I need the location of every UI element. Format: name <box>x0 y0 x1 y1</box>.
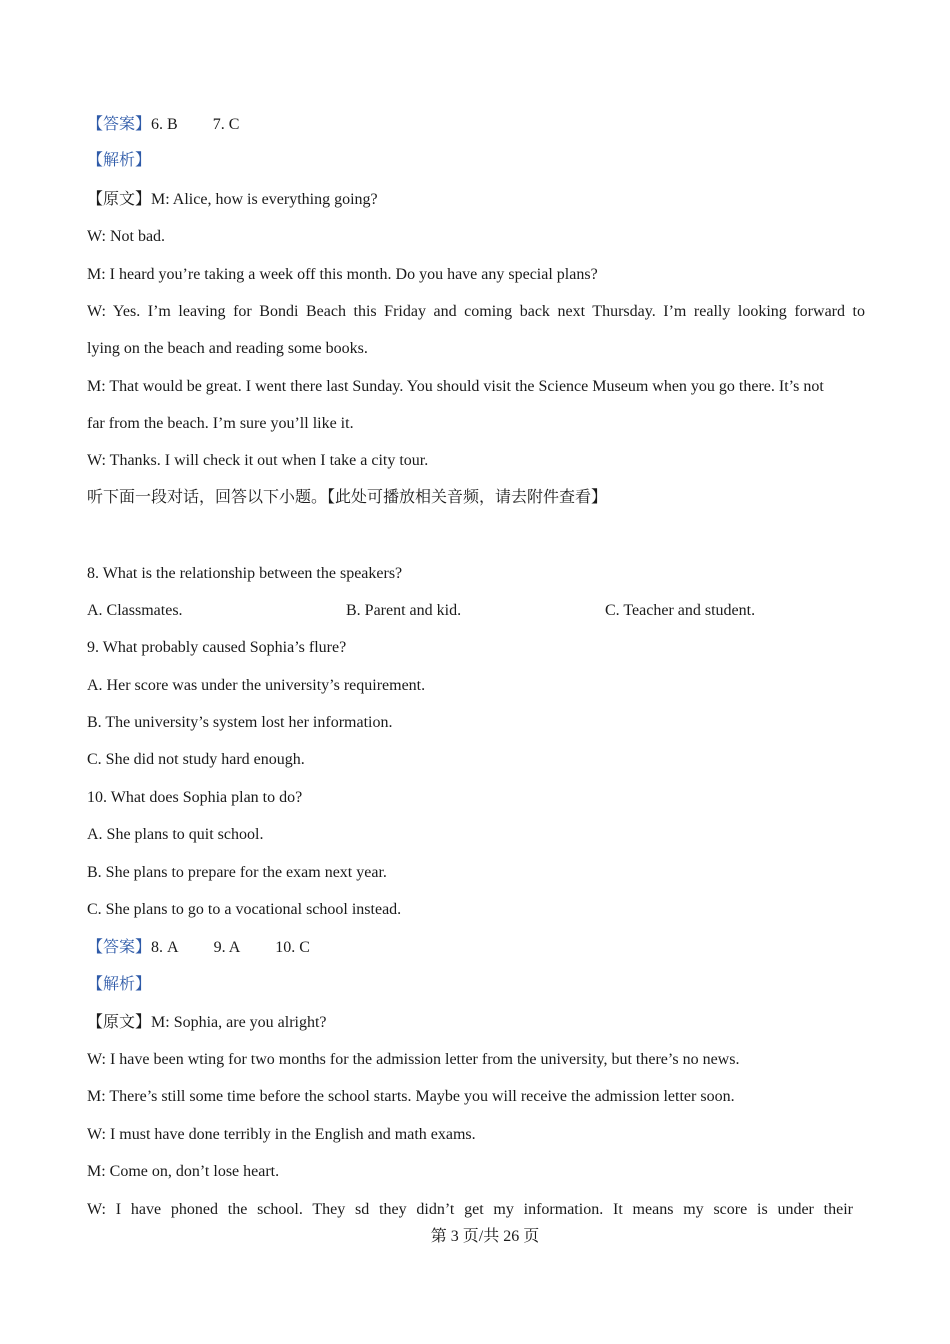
question-8-option-c: C. Teacher and student. <box>605 602 756 619</box>
dialogue-line: M: I heard you’re taking a week off this month. Do you have any special plans? <box>87 266 598 283</box>
answer-tag: 【答案】 <box>87 939 152 956</box>
answer-6: 6. B <box>151 116 178 133</box>
page-number: 第 3 页/共 26 页 <box>430 1228 540 1245</box>
answer-line-8-10 <box>87 938 310 958</box>
dialogue-line: W: Yes. I’m leaving for Bondi Beach this Friday and coming back next Thursday. I’m really looking forward to <box>87 303 865 320</box>
answer-8: 8. A <box>151 939 179 956</box>
question-10-option-c: C. She plans to go to a vocational school instead. <box>87 901 402 918</box>
dialogue-line: M: That would be great. I went there last Sunday. You should visit the Science Museum when you go there. It’s not <box>87 378 824 395</box>
question-9-option-b: B. The university’s system lost her information. <box>87 714 393 731</box>
answer-line-6-7 <box>87 115 239 135</box>
answer-9: 9. A <box>213 939 241 956</box>
answer-tag: 【答案】 <box>87 116 152 133</box>
dialogue-line: M: Come on, don’t lose heart. <box>87 1163 280 1180</box>
dialogue-line: W: I have phoned the school. They sd they didn’t get my information. It means my score is under their <box>87 1201 853 1218</box>
dialogue-line: far from the beach. I’m sure you’ll like it. <box>87 415 354 432</box>
dialogue-line: W: I have been wting for two months for the admission letter from the university, but there’s no news. <box>87 1051 740 1068</box>
transcript-tag: 【原文】 <box>87 1014 152 1031</box>
answer-7: 7. C <box>212 116 240 133</box>
dialogue-line: lying on the beach and reading some books. <box>87 340 368 357</box>
question-9-option-c: C. She did not study hard enough. <box>87 751 305 768</box>
question-8-option-b: B. Parent and kid. <box>346 602 462 619</box>
dialogue-line: W: Not bad. <box>87 228 166 245</box>
question-8-stem: 8. What is the relationship between the speakers? <box>87 565 403 582</box>
answer-10: 10. C <box>275 939 310 956</box>
transcript-line <box>87 1013 327 1033</box>
analysis-tag: 【解析】 <box>87 152 152 169</box>
question-10-stem: 10. What does Sophia plan to do? <box>87 789 303 806</box>
question-9-option-a: A. Her score was under the university’s requirement. <box>87 677 426 694</box>
dialogue-line: W: I must have done terribly in the English and math exams. <box>87 1126 476 1143</box>
question-10-option-b: B. She plans to prepare for the exam next year. <box>87 864 387 881</box>
dialogue-line: W: Thanks. I will check it out when I take a city tour. <box>87 452 429 469</box>
question-10-option-a: A. She plans to quit school. <box>87 826 264 843</box>
listening-instruction: 听下面一段对话，回答以下小题。【此处可播放相关音频，请去附件查看】 <box>87 489 608 506</box>
dialogue-line: M: Sophia, are you alright? <box>151 1014 327 1031</box>
transcript-line <box>87 190 378 210</box>
question-8-option-a: A. Classmates. <box>87 602 183 619</box>
dialogue-line: M: There’s still some time before the school starts. Maybe you will receive the admission letter soon. <box>87 1088 735 1105</box>
dialogue-line: M: Alice, how is everything going? <box>151 191 378 208</box>
analysis-tag: 【解析】 <box>87 976 152 993</box>
transcript-tag: 【原文】 <box>87 191 152 208</box>
question-9-stem: 9. What probably caused Sophia’s flure? <box>87 639 347 656</box>
